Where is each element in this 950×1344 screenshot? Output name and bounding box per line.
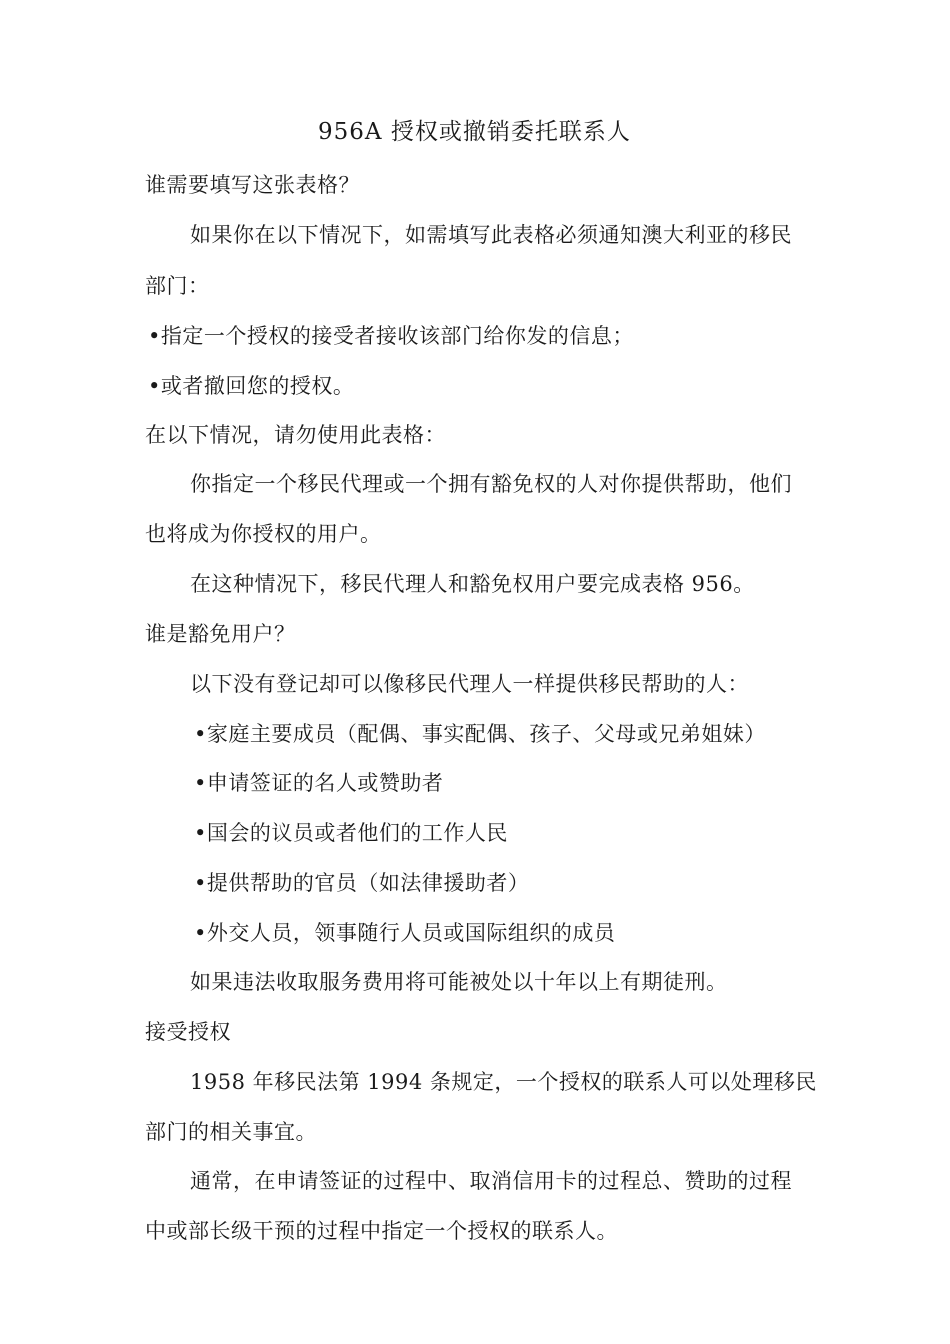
bullet-item: •指定一个授权的接受者接收该部门给你发的信息； [148,324,634,348]
paragraph-line: 通常，在申请签证的过程中、取消信用卡的过程总、赞助的过程 [190,1169,792,1193]
bullet-item: •或者撤回您的授权。 [148,374,355,398]
paragraph-line: 如果你在以下情况下，如需填写此表格必须通知澳大利亚的移民 [190,223,792,247]
paragraph-line: 部门： [145,274,210,298]
bullet-item: •申请签证的名人或赞助者 [194,771,444,795]
paragraph-line: 以下没有登记却可以像移民代理人一样提供移民帮助的人： [190,672,749,696]
section-heading-do-not-use: 在以下情况，请勿使用此表格： [145,423,446,447]
bullet-item: •提供帮助的官员（如法律援助者） [194,871,530,895]
section-heading-exempt-users: 谁是豁免用户？ [145,622,296,646]
document-title: 956A 授权或撤销委托联系人 [318,119,631,145]
bullet-item: •家庭主要成员（配偶、事实配偶、孩子、父母或兄弟姐妹） [194,722,766,746]
paragraph-line: 如果违法收取服务费用将可能被处以十年以上有期徒刑。 [190,970,728,994]
bullet-item: •国会的议员或者他们的工作人民 [194,821,508,845]
section-heading-accept-authorization: 接受授权 [145,1020,231,1044]
bullet-item: •外交人员，领事随行人员或国际组织的成员 [194,921,616,945]
paragraph-line: 中或部长级干预的过程中指定一个授权的联系人。 [145,1219,618,1243]
paragraph-line: 部门的相关事宜。 [145,1120,317,1144]
section-heading-who-fills: 谁需要填写这张表格？ [145,173,360,197]
paragraph-line: 你指定一个移民代理或一个拥有豁免权的人对你提供帮助，他们 [190,472,792,496]
paragraph-line: 在这种情况下，移民代理人和豁免权用户要完成表格 956。 [190,572,755,596]
paragraph-line: 1958 年移民法第 1994 条规定，一个授权的联系人可以处理移民 [190,1070,817,1094]
paragraph-line: 也将成为你授权的用户。 [145,522,382,546]
